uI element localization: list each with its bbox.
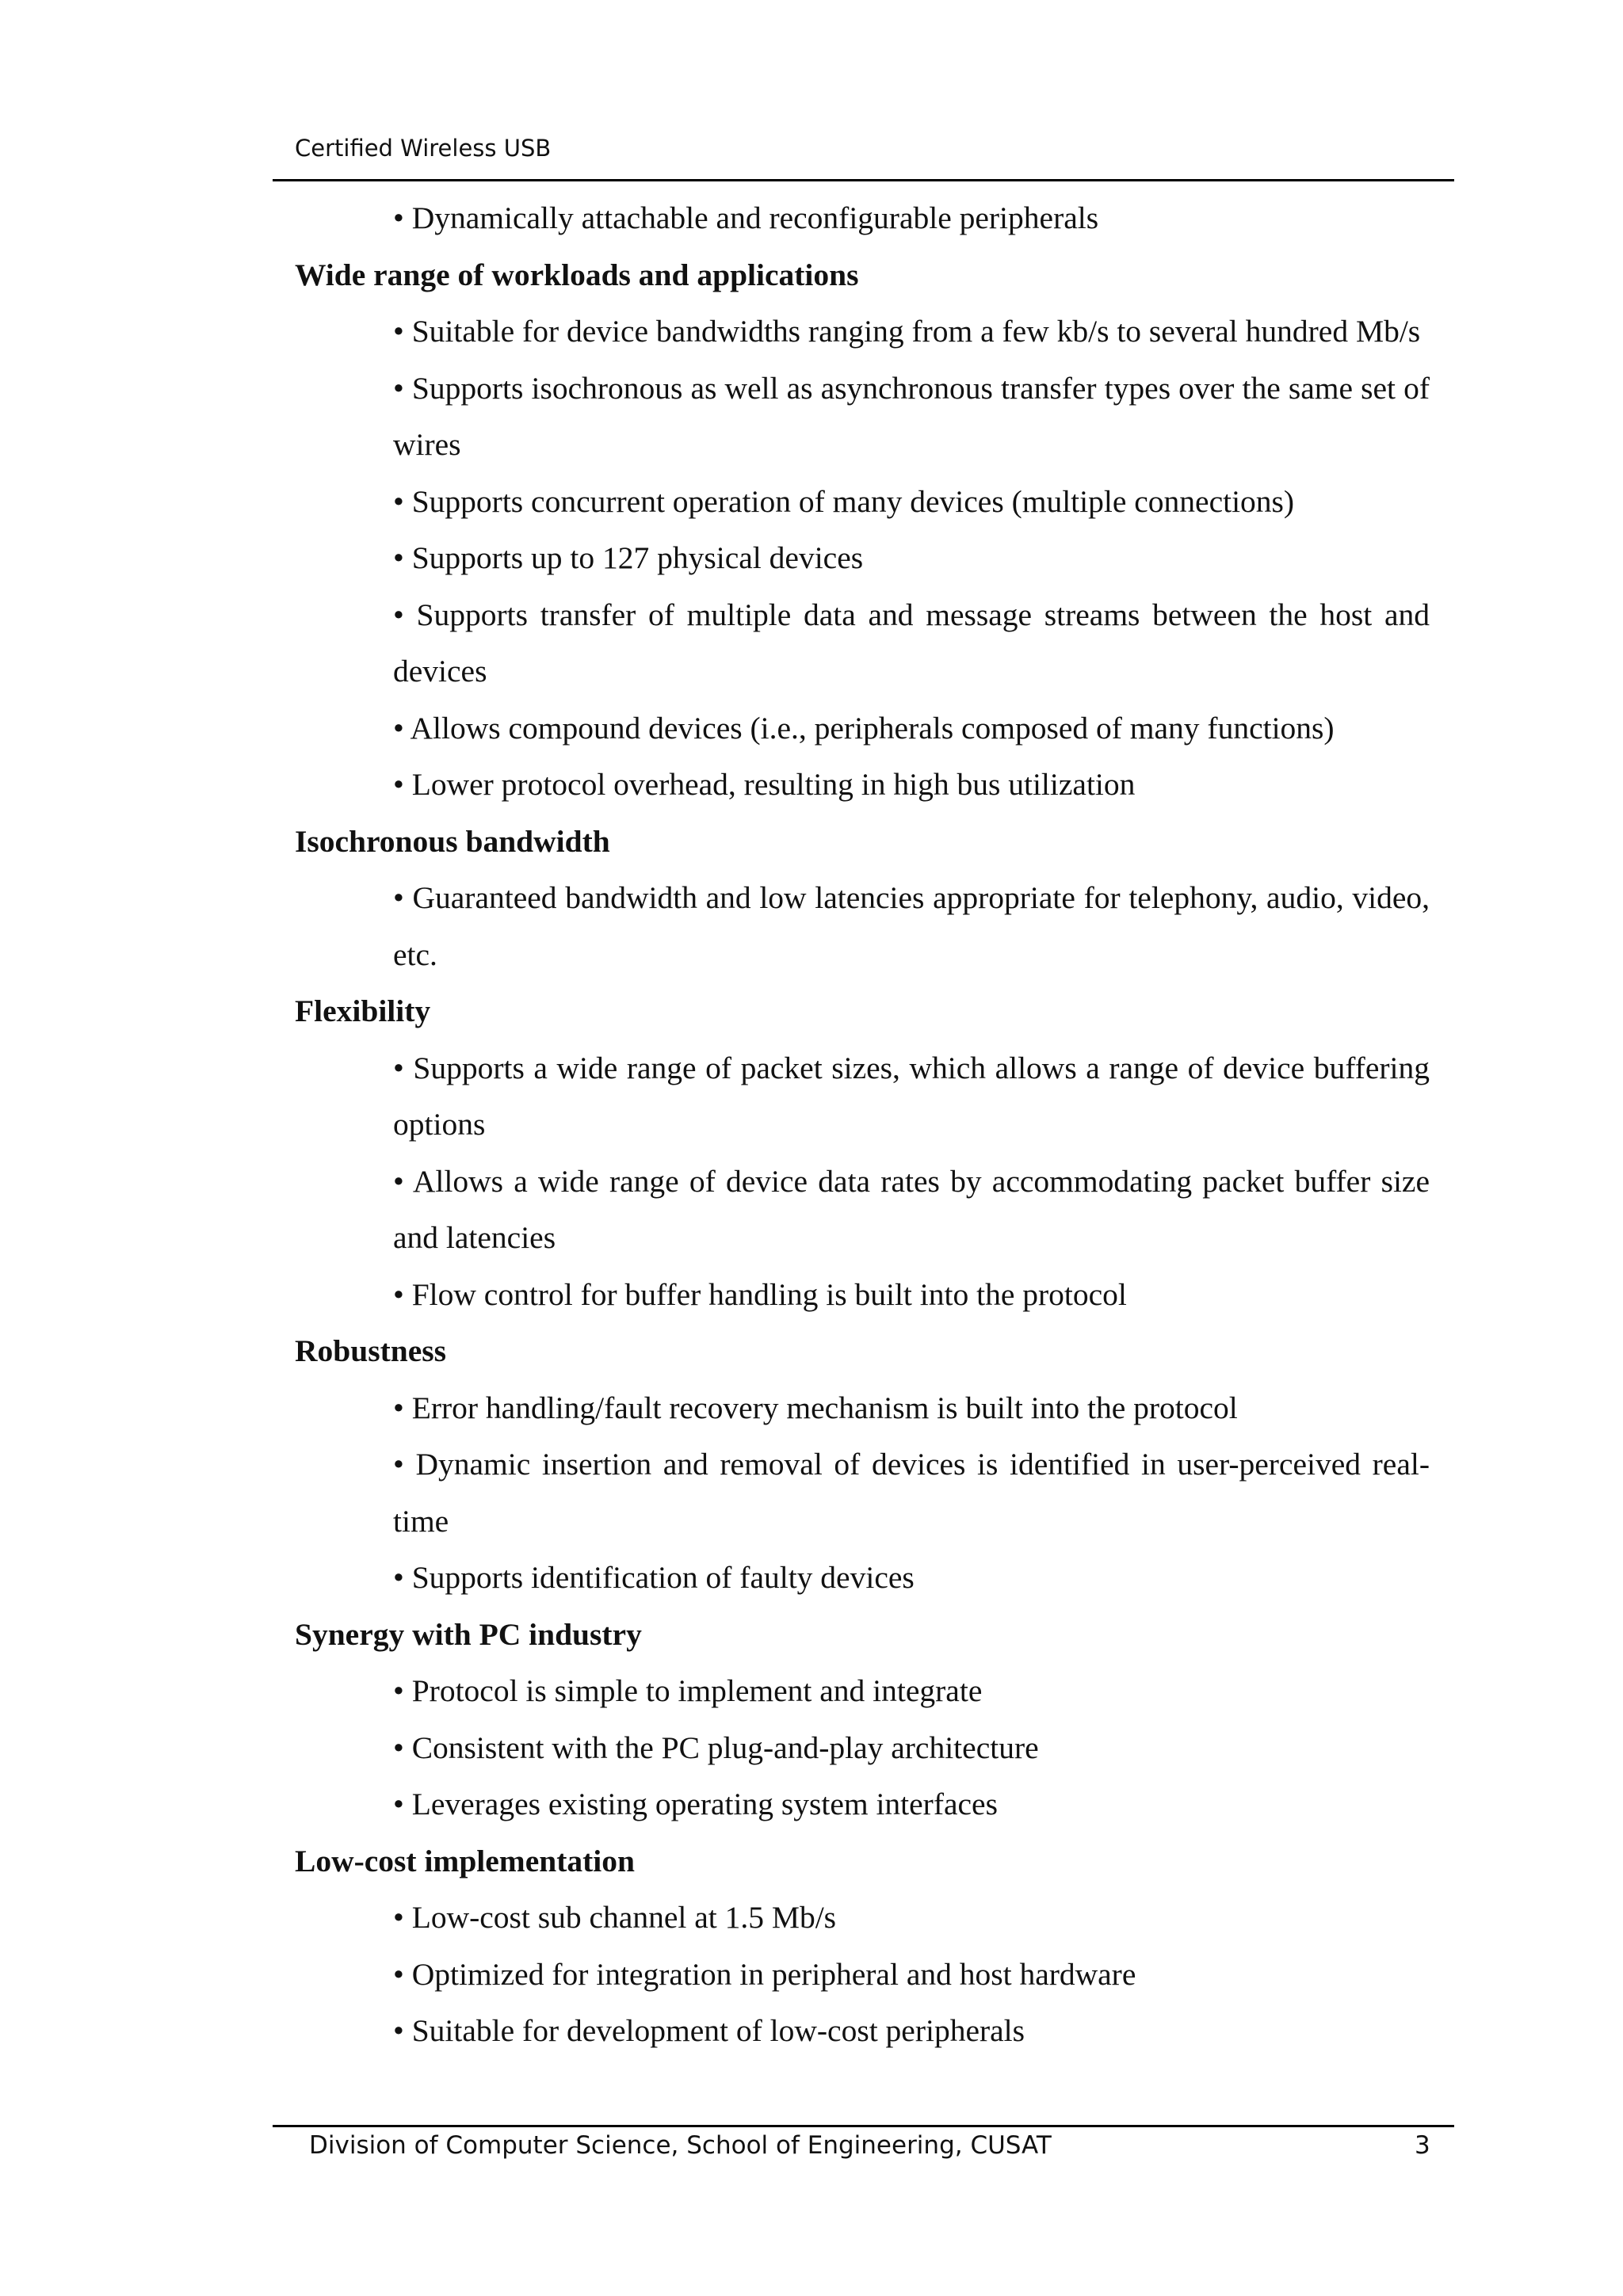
bullet-item: • Consistent with the PC plug-and-play architecture: [393, 1730, 1039, 1765]
section-heading: Synergy with PC industry: [295, 1616, 642, 1652]
footer-rule: [273, 2125, 1454, 2127]
section-heading: Low-cost implementation: [295, 1843, 635, 1878]
bullet-item: • Dynamically attachable and reconfigurable peripherals: [393, 200, 1099, 235]
bullet-item: • Flow control for buffer handling is built into the protocol: [393, 1276, 1127, 1312]
bullet-item: • Protocol is simple to implement and integrate: [393, 1673, 983, 1708]
section-heading: Flexibility: [295, 994, 431, 1028]
bullet-item: • Supports concurrent operation of many devices (multiple connections): [393, 483, 1295, 519]
footer-text: Division of Computer Science, School of Engineering, CUSAT: [309, 2131, 1052, 2160]
section-heading: Wide range of workloads and applications: [295, 257, 859, 292]
section-heading: Isochronous bandwidth: [295, 823, 610, 859]
bullet-item: • Lower protocol overhead, resulting in high bus utilization: [393, 767, 1136, 802]
header-rule: [273, 179, 1454, 181]
bullet-item: • Leverages existing operating system interfaces: [393, 1787, 998, 1821]
bullet-item: • Error handling/fault recovery mechanism is built into the protocol: [393, 1390, 1238, 1425]
bullet-item: • Suitable for device bandwidths ranging from a few kb/s to several hundred Mb/s: [393, 314, 1421, 349]
body-text: [295, 190, 1430, 2060]
bullet-item: • Suitable for development of low-cost peripherals: [393, 2013, 1025, 2048]
bullet-item: • Guaranteed bandwidth and low latencies appropriate for telephony, audio, video, etc.: [393, 880, 1430, 972]
bullet-item: • Low-cost sub channel at 1.5 Mb/s: [393, 1900, 837, 1935]
bullet-item: • Supports identification of faulty devices: [393, 1560, 915, 1595]
bullet-item: • Allows a wide range of device data rates by accommodating packet buffer size and latencies: [393, 1163, 1430, 1255]
running-header: Certified Wireless USB: [295, 135, 552, 162]
bullet-item: • Allows compound devices (i.e., peripherals composed of many functions): [393, 710, 1335, 746]
bullet-item: • Supports transfer of multiple data and message streams between the host and devices: [393, 597, 1430, 688]
bullet-item: • Optimized for integration in peripheral and host hardware: [393, 1956, 1136, 1992]
bullet-item: • Supports a wide range of packet sizes, which allows a range of device buffering options: [393, 1050, 1430, 1142]
bullet-item: • Dynamic insertion and removal of devices is identified in user-perceived real-time: [393, 1447, 1430, 1539]
page-number: 3: [1415, 2131, 1430, 2160]
bullet-item: • Supports isochronous as well as asynchronous transfer types over the same set of wires: [393, 370, 1430, 462]
section-heading: Robustness: [295, 1333, 446, 1368]
bullet-item: • Supports up to 127 physical devices: [393, 540, 864, 575]
